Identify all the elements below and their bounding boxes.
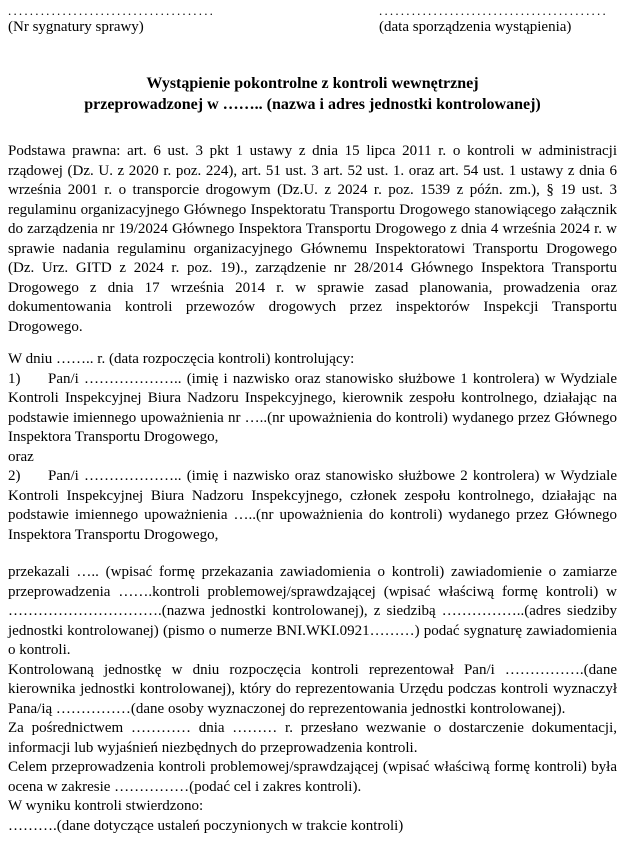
- findings-intro-line: W wyniku kontroli stwierdzono:: [8, 798, 204, 814]
- purpose-paragraph: Celem przeprowadzenia kontroli problemowej/sprawdzającej (wpisać właściwą formę kontroli) była ocena w zakresie ……………(podać cel i zakres kontroli).: [8, 759, 617, 795]
- statement-date-dotted-line: ..........................................: [379, 4, 608, 18]
- statement-date-block: [379, 4, 617, 37]
- page-title-line-1: Wystąpienie pokontrolne z kontroli wewnętrznej: [146, 75, 479, 92]
- document-body: [8, 142, 617, 836]
- controller-2-paragraph: [8, 467, 617, 545]
- case-signature-label: (Nr sygnatury sprawy): [8, 19, 144, 35]
- controller-1-text: Pan/i ……………….. (imię i nazwisko oraz stanowisko służbowe 1 kontrolera) w Wydziale Kontroli Inspekcyjnej Biura Nadzoru Inspekcyjnego, kierownik zespołu kontrolnego, działając na podstawie imiennego upoważnienia nr …..(nr upoważnienia do kontroli) wydanego przez Głównego Inspektora Transportu Drogowego,: [8, 370, 617, 445]
- controller-2-number: 2): [8, 468, 21, 484]
- conjunction-line: oraz: [8, 448, 34, 465]
- page-title-line-2: przeprowadzonej w …….. (nazwa i adres jednostki kontrolowanej): [84, 96, 541, 113]
- case-signature-dotted-line: ......................................: [8, 4, 216, 18]
- findings-placeholder-line: ……….(dane dotyczące ustaleń poczynionych w trakcie kontroli): [8, 817, 404, 834]
- case-signature-block: [8, 4, 215, 37]
- inspection-date-line: W dniu …….. r. (data rozpoczęcia kontroli) kontrolujący:: [8, 351, 355, 367]
- controller-1-paragraph: [8, 370, 617, 448]
- controller-2-text: Pan/i ……………….. (imię i nazwisko oraz stanowisko służbowe 2 kontrolera) w Wydziale Kontroli Inspekcyjnej Biura Nadzoru Inspekcyjnego, członek zespołu kontrolnego, działając na podstawie imiennego upoważnienia …..(nr upoważnienia do kontroli) wydanego przez Głównego Inspektora Transportu Drogowego,: [8, 468, 617, 543]
- controller-1-number: 1): [8, 370, 21, 387]
- document-header: [8, 4, 617, 37]
- page-title: [8, 73, 617, 115]
- legal-basis-paragraph: Podstawa prawna: art. 6 ust. 3 pkt 1 ustawy z dnia 15 lipca 2011 r. o kontroli w administracji rządowej (Dz. U. z 2020 r. poz. 224), art. 51 ust. 3 art. 52 ust. 1. oraz art. 54 ust. 1 ustawy z dnia 6 września 2001 r. o transporcie drogowym (Dz.U. z 2024 r. poz. 1539 z późn. zm.), § 19 ust. 3 regulaminu organizacyjnego Głównego Inspektoratu Transportu Drogowego stanowiącego załącznik do zarządzenia nr 19/2024 Głównego Inspektora Transportu Drogowego z dnia 4 września 2024 r. w sprawie nadania regulaminu organizacyjnego Głównemu Inspektoratowi Transportu Drogowego (Dz. Urz. GITD z 2024 r. poz. 19)., zarządzenie nr 28/2014 Głównego Inspektora Transportu Drogowego z dnia 17 września 2014 r. w sprawie zasad planowania, prowadzenia oraz dokumentowania kontroli przewozów drogowych przez inspektorów Inspekcji Transportu Drogowego.: [8, 143, 617, 335]
- representation-paragraph: Kontrolowaną jednostkę w dniu rozpoczęcia kontroli reprezentował Pan/i …………….(dane kierownika jednostki kontrolowanej), który do reprezentowania Urzędu podczas kontroli wyznaczył Pana/ią ……………(dane osoby wyznaczonej do reprezentowania jednostki kontrolowanej).: [8, 661, 617, 717]
- summons-paragraph: Za pośrednictwem ………… dnia ……… r. przesłano wezwanie o dostarczenie dokumentacji, informacji lub wyjaśnień niezbędnych do przeprowadzenia kontroli.: [8, 720, 617, 756]
- notification-paragraph: przekazali ….. (wpisać formę przekazania zawiadomienia o kontroli) zawiadomienie o zamiarze przeprowadzenia …….kontroli problemowej/sprawdzającej (wpisać właściwą formę kontroli) w ………………………….(nazwa jednostki kontrolowanej), z siedzibą ……………..(adres siedziby jednostki kontrolowanej) (pismo o numerze BNI.WKI.0921………) podać sygnaturę zawiadomienia o kontroli.: [8, 564, 617, 658]
- statement-date-label: (data sporządzenia wystąpienia): [379, 19, 572, 35]
